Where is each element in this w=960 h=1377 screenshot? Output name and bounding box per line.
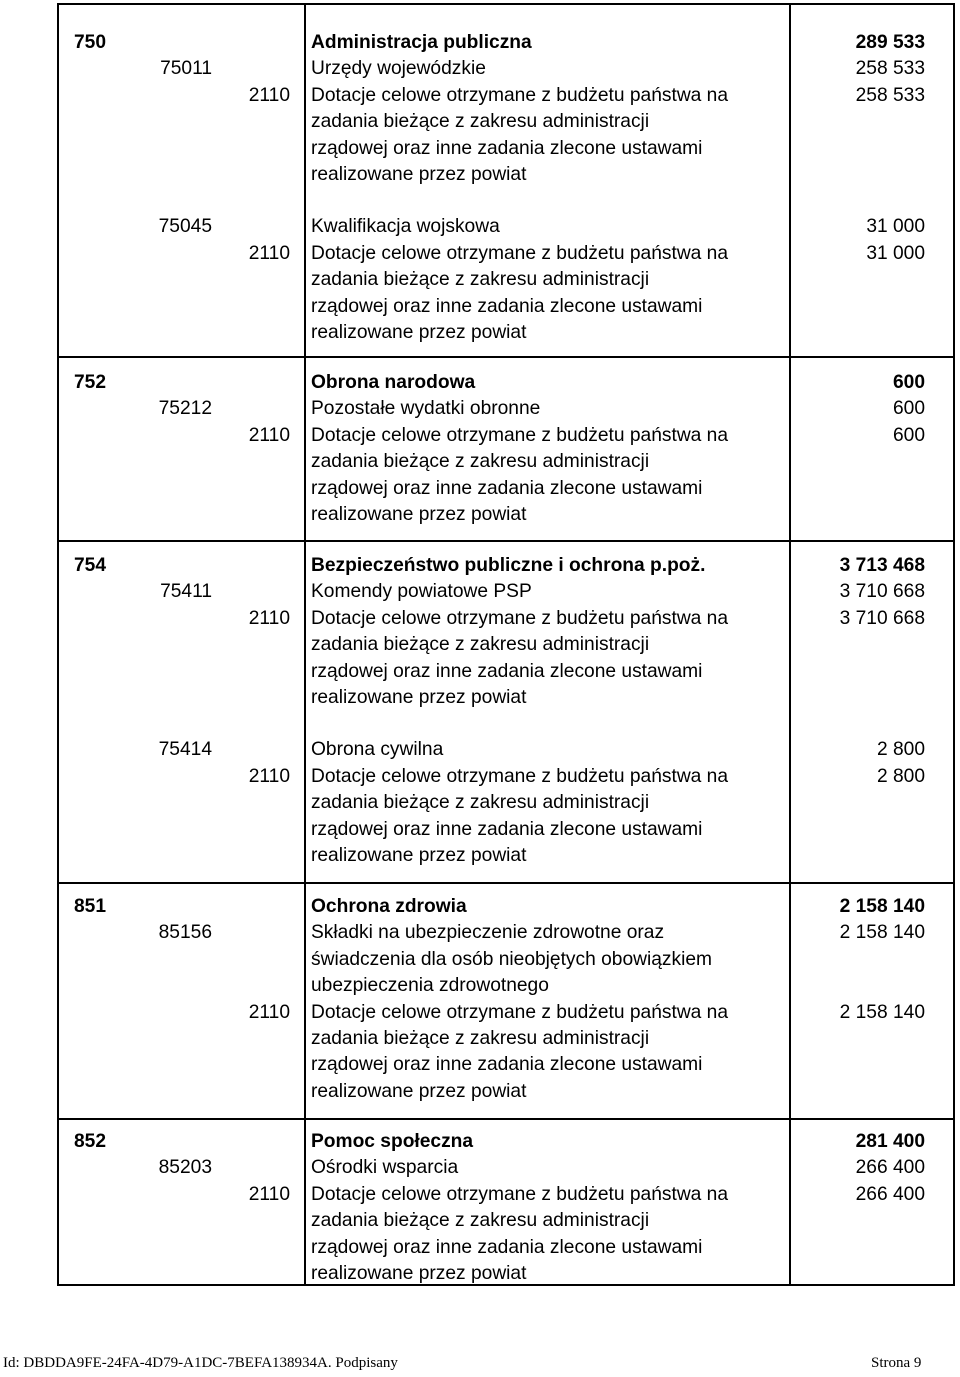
section-divider (57, 1118, 955, 1120)
paragraph-description: Dotacje celowe otrzymane z budżetu państwa na (311, 607, 729, 629)
paragraph-description: rządowej oraz inne zadania zlecone ustawami (311, 660, 703, 682)
paragraph-code: 2110 (248, 1001, 290, 1023)
paragraph-description: rządowej oraz inne zadania zlecone ustawami (311, 477, 703, 499)
paragraph-description: rządowej oraz inne zadania zlecone ustawami (311, 295, 703, 317)
rozdzial-code: 75414 (158, 739, 212, 761)
paragraph-description: zadania bieżące z zakresu administracji (311, 111, 650, 133)
paragraph-description: Dotacje celowe otrzymane z budżetu państwa na (311, 242, 729, 264)
paragraph-description: rządowej oraz inne zadania zlecone ustawami (311, 818, 703, 840)
paragraph-description: realizowane przez powiat (311, 687, 527, 708)
rozdzial-name: ubezpieczenia zdrowotnego (311, 975, 549, 997)
dzial-code: 852 (74, 1131, 107, 1152)
rozdzial-name: świadczenia dla osób nieobjętych obowiązkiem (311, 948, 713, 970)
rozdzial-name: Urzędy wojewódzkie (311, 58, 486, 80)
paragraph-description: zadania bieżące z zakresu administracji (311, 269, 650, 291)
paragraph-description: Dotacje celowe otrzymane z budżetu państwa na (311, 1001, 729, 1023)
paragraph-code: 2110 (248, 84, 290, 106)
paragraph-amount: 266 400 (855, 1183, 925, 1205)
paragraph-amount: 2 158 140 (839, 1001, 925, 1023)
paragraph-amount: 31 000 (866, 242, 925, 264)
paragraph-description: Dotacje celowe otrzymane z budżetu państwa na (311, 1183, 729, 1205)
column-divider-description (304, 3, 306, 1286)
rozdzial-name: Kwalifikacja wojskowa (311, 216, 500, 238)
paragraph-description: rządowej oraz inne zadania zlecone ustawami (311, 137, 703, 159)
document-id: Id: DBDDA9FE-24FA-4D79-A1DC-7BEFA138934A. Podpisany (3, 1355, 398, 1371)
rozdzial-amount: 31 000 (866, 216, 925, 238)
rozdzial-name: Pozostałe wydatki obronne (311, 398, 541, 420)
paragraph-code: 2110 (248, 242, 290, 264)
rozdzial-name: Składki na ubezpieczenie zdrowotne oraz (311, 922, 665, 944)
paragraph-description: realizowane przez powiat (311, 164, 527, 185)
paragraph-description: zadania bieżące z zakresu administracji (311, 451, 650, 473)
paragraph-description: realizowane przez powiat (311, 322, 527, 343)
rozdzial-code: 75045 (158, 216, 212, 238)
dzial-amount: 600 (892, 372, 925, 393)
rozdzial-amount: 3 710 668 (839, 581, 925, 603)
dzial-amount: 289 533 (855, 32, 925, 53)
section-divider (57, 356, 955, 358)
paragraph-description: zadania bieżące z zakresu administracji (311, 1210, 650, 1232)
rozdzial-code: 75411 (160, 581, 212, 603)
paragraph-amount: 2 800 (876, 765, 925, 787)
dzial-name: Obrona narodowa (311, 372, 476, 393)
paragraph-description: realizowane przez powiat (311, 1080, 527, 1102)
paragraph-code: 2110 (248, 1183, 290, 1205)
paragraph-description: zadania bieżące z zakresu administracji (311, 1028, 650, 1049)
rozdzial-code: 75212 (158, 398, 212, 420)
rozdzial-code: 85156 (158, 922, 212, 944)
paragraph-description: realizowane przez powiat (311, 504, 527, 525)
rozdzial-code: 75011 (160, 58, 212, 80)
rozdzial-amount: 600 (892, 398, 925, 420)
paragraph-description: rządowej oraz inne zadania zlecone ustawami (311, 1054, 703, 1076)
dzial-amount: 2 158 140 (839, 896, 925, 917)
dzial-amount: 281 400 (855, 1131, 925, 1152)
rozdzial-name: Komendy powiatowe PSP (311, 581, 532, 603)
dzial-code: 754 (74, 555, 107, 576)
dzial-amount: 3 713 468 (839, 555, 925, 576)
paragraph-description: zadania bieżące z zakresu administracji (311, 792, 650, 814)
rozdzial-name: Ośrodki wsparcia (311, 1157, 459, 1179)
dzial-name: Administracja publiczna (311, 32, 532, 53)
rozdzial-code: 85203 (158, 1157, 212, 1179)
paragraph-description: realizowane przez powiat (311, 845, 527, 866)
page-number: Strona 9 (871, 1355, 922, 1371)
paragraph-description: Dotacje celowe otrzymane z budżetu państwa na (311, 84, 729, 106)
rozdzial-name: Obrona cywilna (311, 739, 444, 761)
dzial-name: Ochrona zdrowia (311, 896, 467, 917)
dzial-name: Bezpieczeństwo publiczne i ochrona p.poż. (311, 555, 706, 576)
rozdzial-amount: 2 800 (876, 739, 925, 761)
paragraph-amount: 600 (892, 424, 925, 446)
section-divider (57, 882, 955, 884)
rozdzial-amount: 2 158 140 (839, 922, 925, 944)
paragraph-description: Dotacje celowe otrzymane z budżetu państwa na (311, 424, 729, 446)
paragraph-amount: 258 533 (855, 84, 925, 106)
dzial-code: 851 (74, 896, 107, 917)
paragraph-description: zadania bieżące z zakresu administracji (311, 634, 650, 656)
dzial-code: 750 (74, 32, 107, 53)
dzial-name: Pomoc społeczna (311, 1131, 474, 1152)
column-divider-amount (789, 3, 791, 1286)
paragraph-description: realizowane przez powiat (311, 1263, 527, 1284)
paragraph-code: 2110 (248, 765, 290, 787)
rozdzial-amount: 266 400 (855, 1157, 925, 1179)
dzial-code: 752 (74, 372, 107, 393)
paragraph-code: 2110 (248, 607, 290, 629)
paragraph-description: rządowej oraz inne zadania zlecone ustawami (311, 1236, 703, 1258)
paragraph-code: 2110 (248, 424, 290, 446)
paragraph-description: Dotacje celowe otrzymane z budżetu państwa na (311, 765, 729, 787)
section-divider (57, 540, 955, 542)
paragraph-amount: 3 710 668 (839, 607, 925, 629)
rozdzial-amount: 258 533 (855, 58, 925, 80)
